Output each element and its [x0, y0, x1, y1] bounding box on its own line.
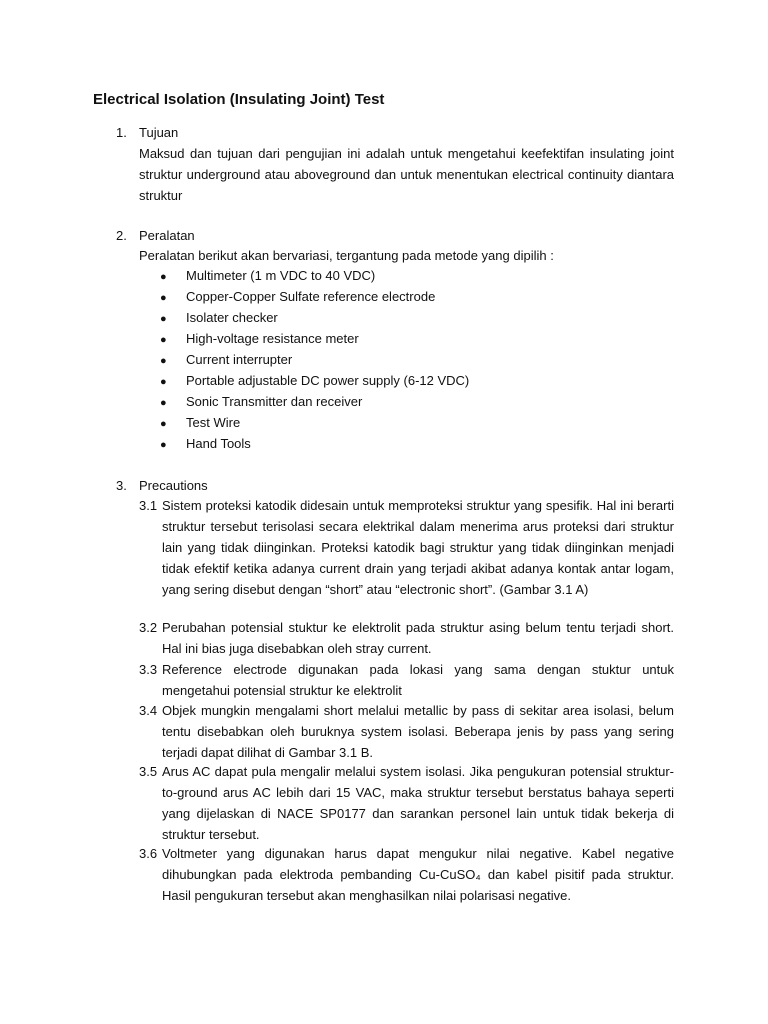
- section-2-intro: Peralatan berikut akan bervariasi, tergantung pada metode yang dipilih :: [139, 248, 554, 263]
- item-text: Perubahan potensial stuktur ke elektrolit pada struktur asing belum tentu terjadi short. Hal ini bias juga disebabkan oleh stray current.: [162, 620, 674, 656]
- list-item: ● High-voltage resistance meter: [160, 328, 469, 349]
- equipment-list: [160, 265, 469, 454]
- section-1-body: Maksud dan tujuan dari pengujian ini adalah untuk mengetahui keefektifan insulating joint struktur underground atau aboveground dan untuk menentukan electrical continuity diantara struktur: [139, 146, 674, 203]
- item-number: 3.4: [139, 703, 158, 718]
- list-item: ● Portable adjustable DC power supply (6-12 VDC): [160, 370, 469, 391]
- item-text: Objek mungkin mengalami short melalui metallic by pass di sekitar area isolasi, belum tentu disebabkan oleh buruknya system isolasi. Beberapa jenis by pass yang sering terjadi dapat dilihat di Gambar 3.1 B.: [162, 703, 674, 760]
- section-1-heading: [116, 122, 178, 143]
- section-title: Precautions: [139, 478, 208, 493]
- section-2-heading: [116, 225, 195, 246]
- bullet-icon: ●: [160, 271, 167, 283]
- bullet-icon: ●: [160, 313, 167, 325]
- section-title: Tujuan: [139, 125, 179, 140]
- section-number: 3.: [116, 478, 127, 493]
- item-text: Reference electrode digunakan pada lokasi yang sama dengan stuktur untuk mengetahui potensial struktur ke elektrolit: [162, 662, 674, 698]
- section-3-heading: [116, 475, 208, 496]
- bullet-icon: ●: [160, 397, 167, 409]
- item-number: 3.5: [139, 764, 158, 779]
- item-text: Voltmeter yang digunakan harus dapat mengukur nilai negative. Kabel negative dihubungkan pada elektroda pembanding Cu-CuSO₄ dan kabel pisitif pada struktur. Hasil pengukuran tersebut akan menghasilkan nilai polarisasi negative.: [162, 846, 674, 903]
- document-title: Electrical Isolation (Insulating Joint) Test: [93, 91, 385, 108]
- item-number: 3.3: [139, 662, 158, 677]
- item-text: Sistem proteksi katodik didesain untuk memproteksi struktur yang spesifik. Hal ini berarti struktur tersebut terisolasi secara elektrikal dalam menerima arus proteksi dari struktur lain yang tidak diinginkan. Proteksi katodik bagi struktur yang tidak diinginkan menjadi tidak efektif ketika adanya current drain yang terjadi akibat adanya kontak antar logam, yang sering disebut dengan “short” atau “electronic short”. (Gambar 3.1 A): [162, 498, 674, 597]
- item-number: 3.1: [139, 498, 158, 513]
- list-item: ● Test Wire: [160, 412, 469, 433]
- list-item: ● Current interrupter: [160, 349, 469, 370]
- list-item: ● Copper-Copper Sulfate reference electrode: [160, 286, 469, 307]
- item-number: 3.6: [139, 846, 158, 861]
- bullet-icon: ●: [160, 334, 167, 346]
- section-number: 1.: [116, 125, 127, 140]
- item-text: Arus AC dapat pula mengalir melalui system isolasi. Jika pengukuran potensial struktur-to-ground arus AC lebih dari 15 VAC, maka struktur tersebut berstatus bahaya seperti yang dijelaskan di NACE SP0177 dan sarankan personel lain untuk tidak bekerja di struktur tersebut.: [162, 764, 674, 842]
- section-number: 2.: [116, 228, 127, 243]
- bullet-icon: ●: [160, 439, 167, 451]
- bullet-icon: ●: [160, 292, 167, 304]
- bullet-icon: ●: [160, 376, 167, 388]
- section-title: Peralatan: [139, 228, 195, 243]
- list-item: ● Multimeter (1 m VDC to 40 VDC): [160, 265, 469, 286]
- bullet-icon: ●: [160, 355, 167, 367]
- item-number: 3.2: [139, 620, 158, 635]
- list-item: ● Sonic Transmitter dan receiver: [160, 391, 469, 412]
- list-item: ● Hand Tools: [160, 433, 469, 454]
- list-item: ● Isolater checker: [160, 307, 469, 328]
- bullet-icon: ●: [160, 418, 167, 430]
